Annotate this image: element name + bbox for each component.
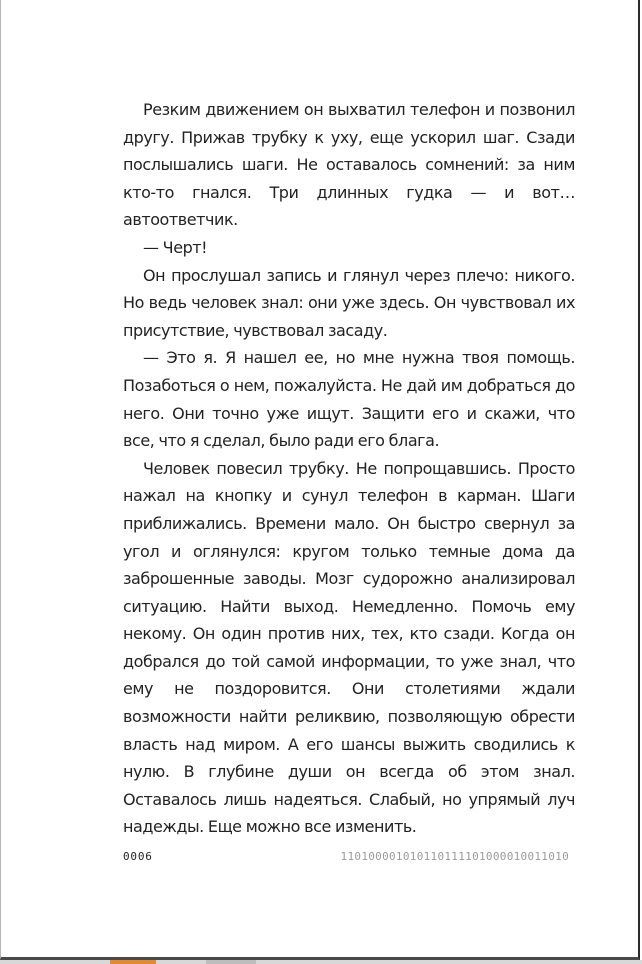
paragraph-2: — Черт! [143,237,208,257]
reading-progress-thumb[interactable] [110,960,156,964]
reading-progress-segment [206,960,256,964]
page-number: 0006 [123,850,153,863]
paragraph-5: Человек повесил трубку. Не попрощавшись. Просто нажал на кнопку и сунул телефон в карман. Шаги приближались. Времени мало. Он быстро свернул за угол и оглянулся: кругом только темные дома да заброшенные заводы. Мозг судорожно анализировал ситуацию. Найти выход. Немедленно. Помочь ему некому. Он один против них, тех, кто сзади. Когда он добрался до той самой информации, то уже знал, что ему не поздоровится. Они столетиями ждали возможности найти реликвию, позволяющую обрести власть над миром. А его шансы выжить сводились к нулю. В глубине души он всегда об этом знал. Оставалось лишь надеяться. Слабый, но упрямый луч надежды. Еще можно все изменить. [123,458,575,837]
page-text [123,96,575,841]
reading-progress-bar[interactable] [0,960,642,964]
paragraph-4: — Это я. Я нашел ее, но мне нужна твоя помощь. Позаботься о нем, пожалуйста. Не дай им добраться до него. Они точно уже ищут. Защити его и скажи, что все, что я сделал, было ради его блага. [123,348,575,451]
paragraph-3: Он прослушал запись и глянул через плечо: никого. Но ведь человек знал: они уже здесь. Он чувствовал их присутствие, чувствовал засаду. [123,265,575,340]
paragraph-1: Резким движением он выхватил телефон и позвонил другу. Прижав трубку к уху, еще ускорил шаг. Сзади послышались шаги. Не оставалось сомнений: за ним кто-то гнался. Три длинных гудка — и вот… автоответчик. [123,100,575,230]
binary-code: 110100001010110111101000010011010 [340,850,569,863]
